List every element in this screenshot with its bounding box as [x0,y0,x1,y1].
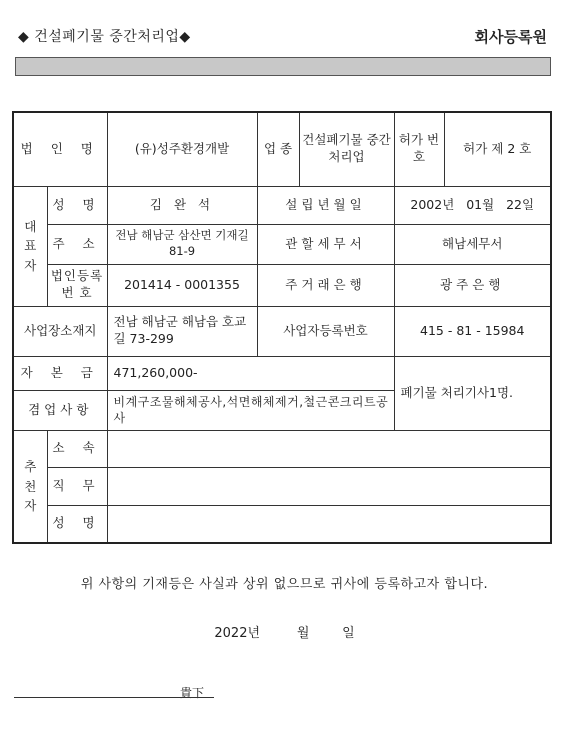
position-label: 직 무 [47,467,107,505]
permit-label: 허가 번호 [394,112,444,186]
position-value[interactable] [107,467,551,505]
capital-label: 자 본 금 [13,356,107,390]
affiliation-value[interactable] [107,430,551,467]
table-row [13,264,551,306]
bank-value: 광주은행 [394,264,551,306]
site-label: 사업장소재지 [13,306,107,356]
side-business-value: 비계구조물해체공사,석면해체제거,철근콘크리트공사 [107,390,394,430]
address-value: 전남 해남군 삼산면 기재길 81-9 [107,224,257,264]
declaration-text: 위 사항의 기재등은 사실과 상위 없으므로 귀사에 등록하고자 합니다. [80,577,489,592]
addressee-line [14,697,214,698]
site-value: 전남 해남군 해남읍 호교길 73-299 [107,306,257,356]
rep-name-label: 성 명 [47,186,107,224]
capital-value: 471,260,000- [107,356,394,390]
corp-reg-value: 201414 - 0001355 [107,264,257,306]
table-row [13,112,551,186]
bank-label: 주거래은행 [257,264,394,306]
table-row [13,306,551,356]
corp-reg-label: 법인등록 번 호 [47,264,107,306]
form-category-title: ◆ 건설폐기물 중간처리업◆ [18,29,191,45]
submission-date: 2022년 월 일 [214,626,355,641]
side-business-label: 겸업사항 [13,390,107,430]
founded-date-label: 설립년월일 [257,186,394,224]
tax-office-label: 관할세무서 [257,224,394,264]
header-divider-bar [15,57,551,76]
corp-name-label: 법 인 명 [13,112,107,186]
table-row [13,430,551,467]
recommender-section-label: 추 천 자 [13,430,47,543]
affiliation-label: 소 속 [47,430,107,467]
rep-name-value: 김 완 석 [107,186,257,224]
addressee-text: 貴下 [180,686,205,700]
address-label: 주 소 [47,224,107,264]
tax-office-value: 해남세무서 [394,224,551,264]
table-row [13,505,551,543]
corp-name-value: (유)성주환경개발 [107,112,257,186]
permit-value: 허가 제 2 호 [444,112,551,186]
table-row [13,186,551,224]
recommender-name-value[interactable] [107,505,551,543]
business-type-value: 건설폐기물 중간처리업 [299,112,394,186]
table-row [13,224,551,264]
form-title: 회사등록원 [474,28,547,46]
representative-section-label: 대 표 자 [13,186,47,306]
biz-reg-value: 415 - 81 - 15984 [394,306,551,356]
registration-form-table [12,111,552,544]
table-row [13,356,551,390]
table-row [13,467,551,505]
recommender-name-label: 성 명 [47,505,107,543]
staff-value: 폐기물 처리기사1명. [394,356,551,430]
biz-reg-label: 사업자등록번호 [257,306,394,356]
founded-date-value: 2002년 01월 22일 [394,186,551,224]
business-type-label: 업 종 [257,112,299,186]
